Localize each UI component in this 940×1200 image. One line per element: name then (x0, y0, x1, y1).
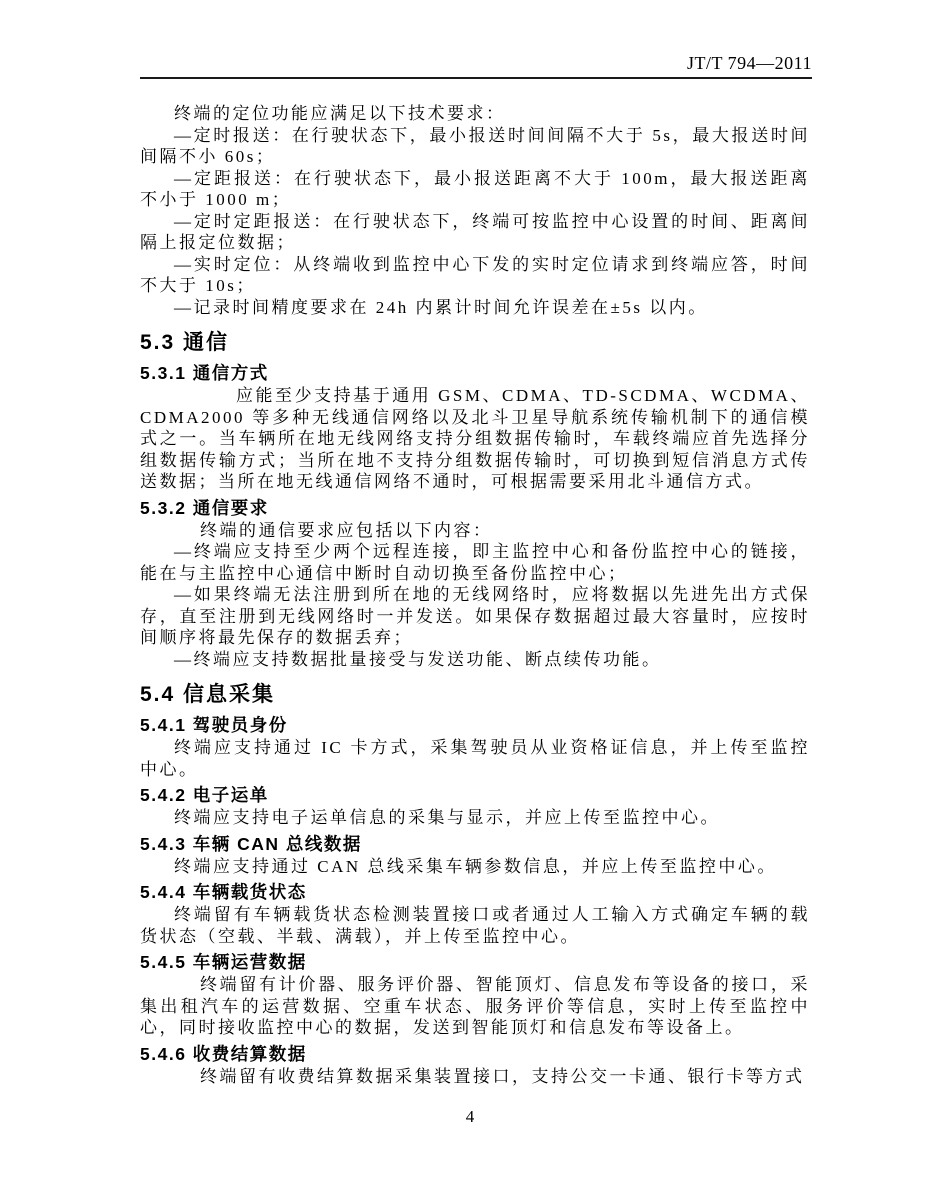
header-rule (140, 77, 812, 79)
page-number: 4 (465, 1107, 475, 1126)
subsection-heading: 5.4.4 车辆载货状态 (140, 882, 307, 902)
paragraph: —记录时间精度要求在 24h 内累计时间允许误差在±5s 以内。 (174, 297, 708, 317)
paragraph: —如果终端无法注册到所在地的无线网络时，应将数据以先进先出方式保存，直至注册到无线网络时一并发送。如果保存数据超过最大容量时，应按时间顺序将最先保存的数据丢弃； (140, 585, 810, 647)
section-heading: 5.3 通信 (140, 331, 230, 354)
paragraph: 终端应支持电子运单信息的采集与显示，并应上传至监控中心。 (174, 808, 720, 827)
paragraph: —实时定位：从终端收到监控中心下发的实时定位请求到终端应答，时间不大于 10s； (140, 254, 810, 295)
paragraph: 应能至少支持基于通用 GSM、CDMA、TD-SCDMA、WCDMA、CDMA2000 等多种无线通信网络以及北斗卫星导航系统传输机制下的通信模式之一。当车辆所在地无线网络支持分组数据传输时，车载终端应首先选择分组数据传输方式；当所在地不支持分组数据传输时，可切换到短信消息方式传送数据；当所在地无线通信网络不通时，可根据需要采用北斗通信方式。 (140, 386, 810, 491)
subsection-heading: 5.3.2 通信要求 (140, 497, 269, 518)
subsection-heading: 5.4.1 驾驶员身份 (140, 715, 288, 735)
paragraph: 终端的通信要求应包括以下内容： (200, 520, 493, 540)
doc-number: JT/T 794—2011 (686, 53, 812, 73)
document-body (140, 103, 810, 1087)
subsection-heading: 5.3.1 通信方式 (140, 363, 269, 383)
paragraph: 终端应支持通过 IC 卡方式，采集驾驶员从业资格证信息，并上传至监控中心。 (140, 738, 810, 779)
subsection-heading: 5.4.3 车辆 CAN 总线数据 (140, 833, 362, 854)
section-heading: 5.4 信息采集 (140, 683, 276, 706)
paragraph: —终端应支持数据批量接受与发送功能、断点续传功能。 (174, 649, 662, 669)
paragraph: 终端留有计价器、服务评价器、智能顶灯、信息发布等设备的接口，采集出租汽车的运营数据、空重车状态、服务评价等信息，实时上传至监控中心，同时接收监控中心的数据，发送到智能顶灯和信息发布等设备上。 (140, 975, 810, 1037)
paragraph: —定时报送：在行驶状态下，最小报送时间间隔不大于 5s，最大报送时间间隔不小 60s； (140, 125, 810, 166)
paragraph: 终端留有收费结算数据采集装置接口，支持公交一卡通、银行卡等方式 (200, 1066, 805, 1086)
paragraph: 终端的定位功能应满足以下技术要求： (174, 104, 506, 123)
subsection-heading: 5.4.6 收费结算数据 (140, 1043, 307, 1064)
page-footer (0, 1106, 940, 1128)
page-header (140, 52, 812, 79)
subsection-heading: 5.4.5 车辆运营数据 (140, 952, 307, 972)
paragraph: —终端应支持至少两个远程连接，即主监控中心和备份监控中心的链接，能在与主监控中心通信中断时自动切换至备份监控中心； (140, 542, 810, 583)
paragraph: —定时定距报送：在行驶状态下，终端可按监控中心设置的时间、距离间隔上报定位数据； (140, 211, 810, 252)
paragraph: 终端应支持通过 CAN 总线采集车辆参数信息，并应上传至监控中心。 (174, 856, 777, 876)
subsection-heading: 5.4.2 电子运单 (140, 785, 269, 805)
paragraph: 终端留有车辆载货状态检测装置接口或者通过人工输入方式确定车辆的载货状态（空载、半载、满载），并上传至监控中心。 (140, 905, 810, 946)
paragraph: —定距报送：在行驶状态下，最小报送距离不大于 100m，最大报送距离不小于 1000 m； (140, 168, 810, 209)
